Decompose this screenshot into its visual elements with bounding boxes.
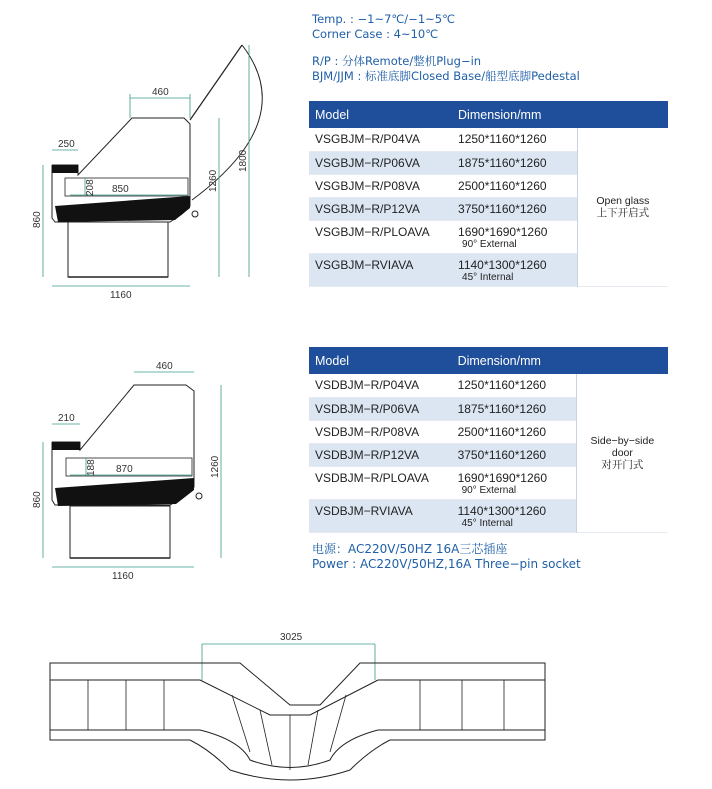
angle-note: 90° External — [462, 238, 517, 250]
angle-note: 45° Internal — [462, 271, 514, 283]
dim-850: 850 — [112, 184, 129, 195]
plan-inner-curve — [200, 680, 378, 715]
dim-208: 208 — [85, 179, 96, 196]
note-en: Open glass — [596, 194, 650, 207]
dim-1260: 1260 — [210, 455, 221, 478]
model-cell: VSDBJM−R/P08VA — [315, 424, 420, 439]
dim-3025: 3025 — [280, 632, 303, 643]
model-cell: VSGBJM−R/P12VA — [309, 197, 452, 220]
note-en-2: door — [611, 446, 633, 459]
angle-note: 90° External — [461, 484, 517, 496]
model-cell: VSGBJM−R/P08VA — [315, 178, 420, 193]
model-cell: VSDBJM−R/P04VA — [315, 378, 420, 392]
plan-divider — [260, 710, 272, 765]
rp-spec: R/P : 分体Remote/整机Plug−in — [312, 54, 482, 68]
dim-870: 870 — [116, 464, 133, 475]
power-spec-cn: 电源：AC220V/50HZ 16A三芯插座 — [312, 542, 508, 556]
plan-divider — [308, 710, 318, 765]
model-cell: VSDBJM−R/P12VA — [309, 443, 452, 466]
note-cn: 上下开启式 — [596, 206, 650, 219]
dimension-value: 1140*1300*1260 — [458, 257, 547, 272]
plan-front-curve — [200, 730, 378, 768]
dim-1800: 1800 — [238, 149, 249, 172]
dimension-cell: 2500*1160*1260 — [457, 424, 547, 439]
dimension-value: 1690*1690*1260 — [458, 224, 548, 239]
note-cn: 对开门式 — [601, 458, 644, 471]
dim-460: 460 — [156, 361, 173, 372]
dimension-cell: 2500*1160*1260 — [458, 178, 547, 193]
dim-210: 210 — [58, 413, 75, 424]
model-cell: VSDBJM−R/P06VA — [309, 397, 452, 420]
dim-860: 860 — [32, 491, 43, 508]
header-dimension: Dimension/mm — [452, 101, 668, 128]
dim-1160: 1160 — [112, 571, 134, 582]
model-cell: VSGBJM−R/P06VA — [309, 151, 452, 174]
plan-dividers — [88, 680, 504, 770]
dim-860: 860 — [32, 211, 43, 228]
note-en-1: Side−by−side — [590, 434, 655, 447]
dimension-value: 1690*1690*1260 — [457, 470, 547, 485]
dim-1260: 1260 — [208, 169, 219, 192]
dim-250: 250 — [58, 139, 75, 150]
model-cell: VSDBJM−R/PLOAVA — [315, 470, 429, 485]
header-model: Model — [309, 101, 452, 128]
dim-1160: 1160 — [110, 290, 132, 301]
plan-outline — [50, 663, 545, 780]
power-spec-en: Power : AC220V/50HZ,16A Three−pin socket — [312, 557, 581, 571]
temp-spec: Temp. : −1~7℃/−1~5℃ — [312, 12, 456, 26]
header-model: Model — [309, 347, 452, 374]
model-cell: VSGBJM−R/PLOAVA — [315, 224, 430, 239]
model-cell: VSDBJM−RVIAVA — [309, 499, 452, 532]
dim-188: 188 — [86, 459, 97, 476]
dimension-cell: 1875*1160*1260 — [452, 151, 577, 174]
dimension-cell: 3750*1160*1260 — [452, 443, 577, 466]
dimension-value: 1140*1300*1260 — [457, 503, 547, 518]
model-cell: VSGBJM−R/P04VA — [315, 132, 420, 146]
bjm-spec: BJM/JJM : 标准底脚Closed Base/船型底脚Pedestal — [312, 69, 580, 83]
header-dimension: Dimension/mm — [452, 347, 668, 374]
dimension-cell: 1875*1160*1260 — [452, 397, 577, 420]
dimension-cell: 1250*1160*1260 — [458, 132, 547, 146]
dimension-cell: 1250*1160*1260 — [457, 378, 547, 392]
dimension-cell: 3750*1160*1260 — [452, 197, 577, 220]
dim-460: 460 — [152, 87, 169, 98]
model-cell: VSGBJM−RVIAVA — [309, 253, 452, 286]
corner-case-spec: Corner Case : 4~10℃ — [312, 27, 439, 41]
angle-note: 45° Internal — [461, 517, 513, 529]
